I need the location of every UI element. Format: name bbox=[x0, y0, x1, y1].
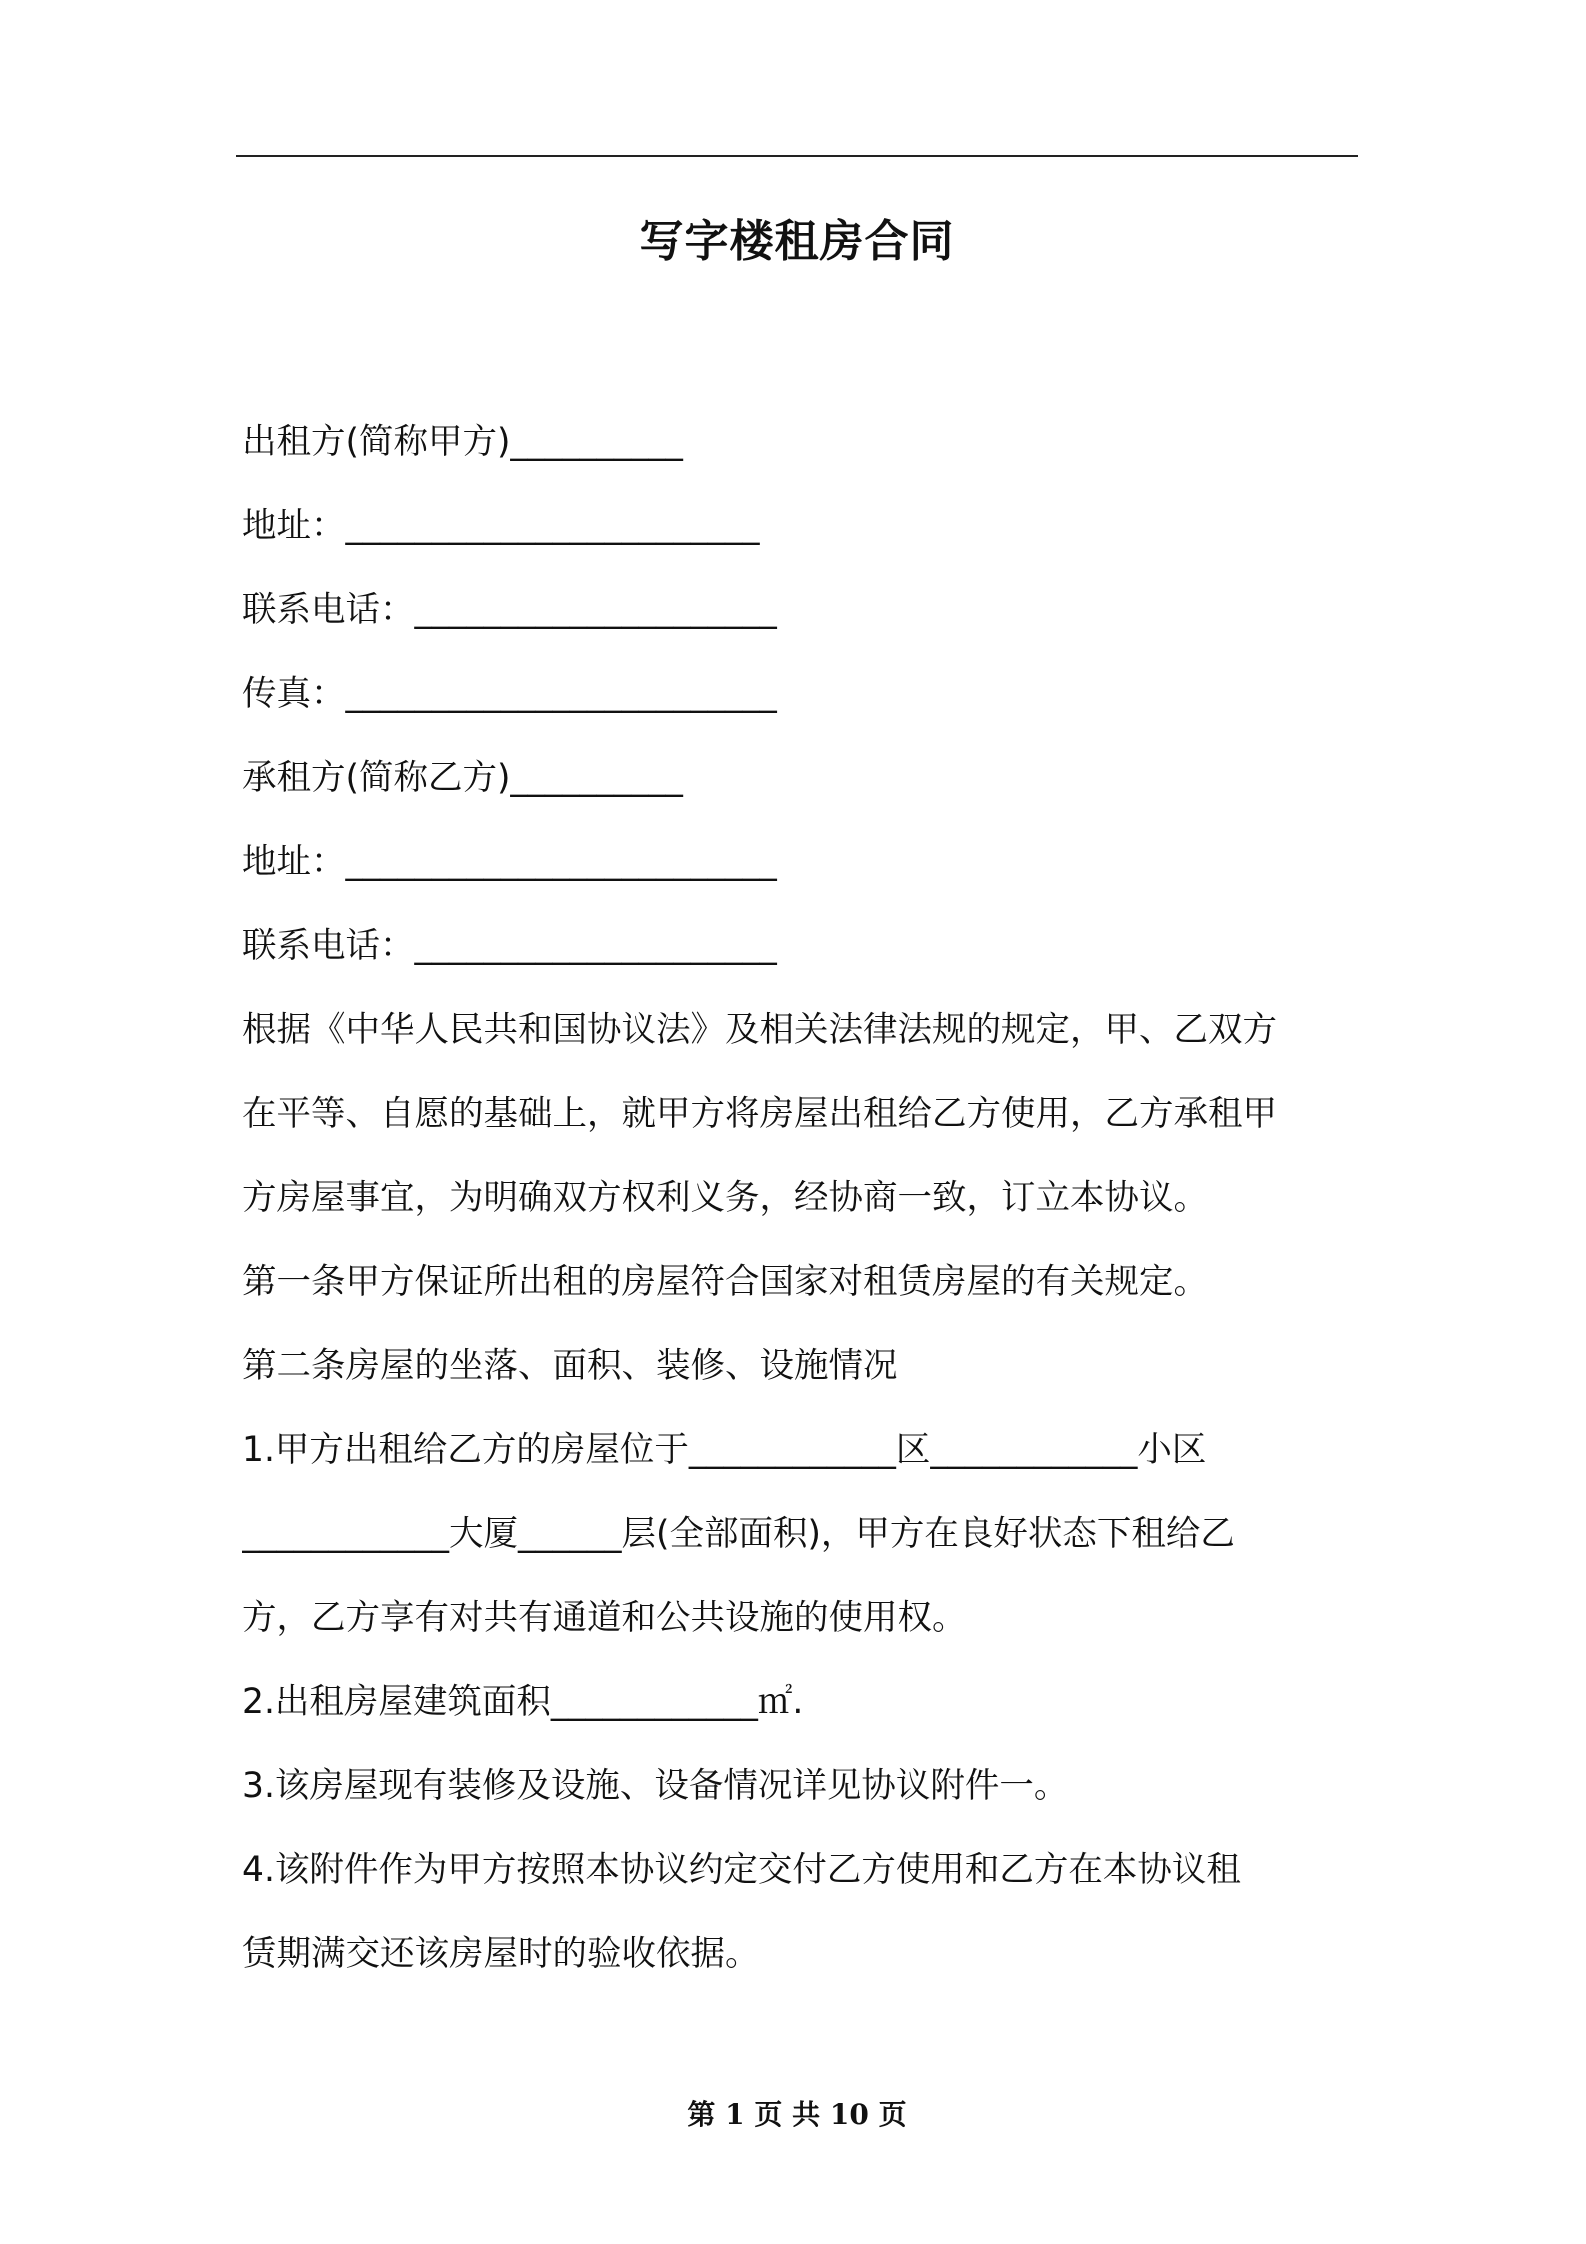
item-4-paragraph bbox=[242, 1828, 1358, 1996]
item-3: 3.该房屋现有装修及设施、设备情况详见协议附件一。 bbox=[242, 1766, 1069, 1806]
lessee-line: 承租方(简称乙方)__________ bbox=[242, 758, 683, 798]
preamble-paragraph bbox=[242, 988, 1358, 1240]
preamble-line: 方房屋事宜，为明确双方权利义务，经协商一致，订立本协议。 bbox=[242, 1178, 1208, 1218]
lessee-address-line: 地址：_________________________ bbox=[242, 842, 777, 882]
lessor-line: 出租方(简称甲方)__________ bbox=[242, 422, 683, 462]
lessor-phone-line: 联系电话：_____________________ bbox=[242, 590, 777, 630]
item-2: 2.出租房屋建筑面积____________㎡. bbox=[242, 1682, 804, 1722]
item-4-line: 4.该附件作为甲方按照本协议约定交付乙方使用和乙方在本协议租 bbox=[242, 1850, 1241, 1890]
item-1-paragraph bbox=[242, 1408, 1358, 1660]
item-1-line: 方，乙方享有对共有通道和公共设施的使用权。 bbox=[242, 1598, 967, 1638]
header-rule bbox=[236, 155, 1358, 157]
item-4-line: 赁期满交还该房屋时的验收依据。 bbox=[242, 1934, 760, 1974]
article-1: 第一条甲方保证所出租的房屋符合国家对租赁房屋的有关规定。 bbox=[242, 1262, 1208, 1302]
item-1-line: ____________大厦______层(全部面积)，甲方在良好状态下租给乙 bbox=[242, 1514, 1235, 1554]
page-number: 第 1 页 共 10 页 bbox=[687, 2098, 907, 2131]
article-2-heading: 第二条房屋的坐落、面积、装修、设施情况 bbox=[242, 1346, 898, 1386]
lessor-address-line: 地址：________________________ bbox=[242, 506, 760, 546]
document-title: 写字楼租房合同 bbox=[639, 216, 955, 267]
preamble-line: 根据《中华人民共和国协议法》及相关法律法规的规定，甲、乙双方 bbox=[242, 1010, 1277, 1050]
lessor-fax-line: 传真：_________________________ bbox=[242, 674, 777, 714]
document-body bbox=[242, 400, 1358, 1996]
item-1-line: 1.甲方出租给乙方的房屋位于____________区____________小区 bbox=[242, 1430, 1207, 1470]
preamble-line: 在平等、自愿的基础上，就甲方将房屋出租给乙方使用，乙方承租甲 bbox=[242, 1094, 1277, 1134]
lessee-phone-line: 联系电话：_____________________ bbox=[242, 926, 777, 966]
